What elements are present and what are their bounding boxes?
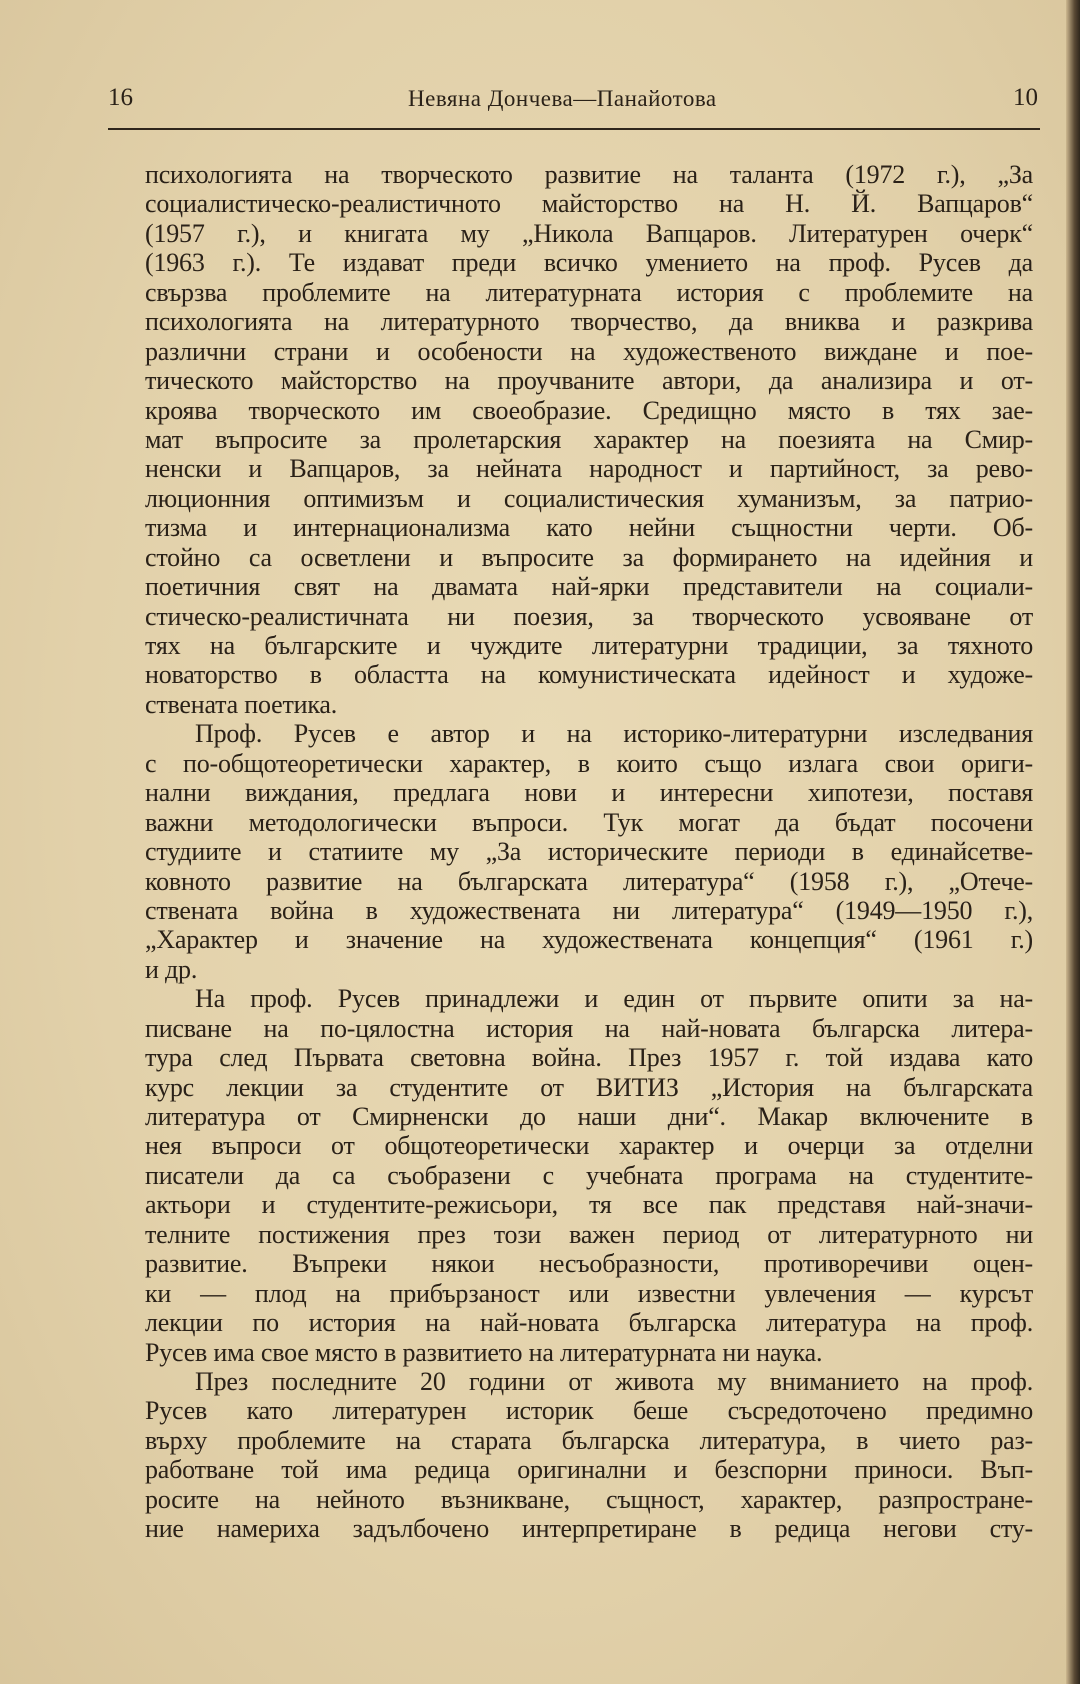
text-line: студиите и статиите му „За историческите периоди в единайсетве- bbox=[145, 837, 1033, 867]
header-rule bbox=[108, 128, 1040, 130]
text-line: поетичния свят на двамата най-ярки представители на социали- bbox=[145, 572, 1033, 602]
text-line: ние намериха задълбочено интерпретиране в редица негови сту- bbox=[145, 1514, 1033, 1544]
text-line: кроява творческото им своеобразие. Средищно място в тях зае- bbox=[145, 395, 1033, 425]
text-line: стойно са осветлени и въпросите за формирането на идейния и bbox=[145, 542, 1033, 572]
text-line: люционния оптимизъм и социалистическия хуманизъм, за патрио- bbox=[145, 483, 1033, 513]
text-line: работване той има редица оригинални и безспорни приноси. Въп- bbox=[145, 1455, 1033, 1485]
text-line: важни методологически въпроси. Тук могат да бъдат посочени bbox=[145, 807, 1033, 837]
text-line: свързва проблемите на литературната история с проблемите на bbox=[145, 277, 1033, 307]
text-line: тическото майсторство на проучваните автори, да анализира и от- bbox=[145, 366, 1033, 396]
text-line: ненски и Вапцаров, за нейната народност и партийност, за рево- bbox=[145, 454, 1033, 484]
paragraph bbox=[145, 160, 1033, 719]
text-line: и др. bbox=[145, 954, 198, 984]
text-line: психологията на творческото развитие на таланта (1972 г.), „За bbox=[145, 160, 1033, 189]
text-line: психологията на литературното творчество, да вниква и разкрива bbox=[145, 307, 1033, 337]
text-line: писатели да са съобразени с учебната програма на студентите- bbox=[145, 1160, 1033, 1190]
text-line: „Характер и значение на художествената концепция“ (1961 г.) bbox=[145, 925, 1033, 955]
text-line: мат въпросите за пролетарския характер на поезията на Смир- bbox=[145, 424, 1033, 454]
right-number: 10 bbox=[1013, 84, 1038, 111]
body-text bbox=[145, 160, 1033, 1544]
text-line: курс лекции за студентите от ВИТИЗ „История на българската bbox=[145, 1072, 1033, 1102]
text-line: (1957 г.), и книгата му „Никола Вапцаров. Литературен очерк“ bbox=[145, 218, 1033, 248]
paragraph bbox=[145, 1367, 1033, 1544]
text-line: росите на нейното възникване, същност, характер, разпростране- bbox=[145, 1484, 1033, 1514]
paragraph bbox=[145, 984, 1033, 1367]
text-line: нея въпроси от общотеоретически характер и очерци за отделни bbox=[145, 1131, 1033, 1161]
paragraph bbox=[145, 719, 1033, 984]
text-line: тура след Първата световна война. През 1957 г. той издава като bbox=[145, 1043, 1033, 1073]
text-line: писване на по-цялостна история на най-новата българска литера- bbox=[145, 1013, 1033, 1043]
text-line: На проф. Русев принадлежи и един от първите опити за на- bbox=[195, 984, 1033, 1014]
text-line: лекции по история на най-новата българска литература на проф. bbox=[145, 1308, 1033, 1338]
page-edge-shadow bbox=[1066, 0, 1080, 1684]
text-line: новаторство в областта на комунистическата идейност и художе- bbox=[145, 660, 1033, 690]
text-line: ствената поетика. bbox=[145, 689, 337, 719]
text-line: актьори и студентите-режисьори, тя все пак представя най-значи- bbox=[145, 1190, 1033, 1220]
text-line: (1963 г.). Те издават преди всичко умението на проф. Русев да bbox=[145, 248, 1033, 278]
text-line: ствената война в художествената ни литература“ (1949—1950 г.), bbox=[145, 895, 1033, 925]
text-line: тях на българските и чуждите литературни традиции, за тяхното bbox=[145, 631, 1033, 660]
text-line: През последните 20 години от живота му вниманието на проф. bbox=[195, 1366, 1033, 1396]
text-line: Проф. Русев е автор и на историко-литературни изследвания bbox=[195, 719, 1033, 749]
text-line: социалистическо-реалистичното майсторство на Н. Й. Вапцаров“ bbox=[145, 189, 1033, 219]
running-title: Невяна Дончева—Панайотова bbox=[408, 86, 717, 111]
text-line: нални виждания, предлага нови и интересни хипотези, поставя bbox=[145, 778, 1033, 808]
text-line: развитие. Въпреки някои несъобразности, противоречиви оцен- bbox=[145, 1249, 1033, 1279]
text-line: стическо-реалистичната ни поезия, за творческото усвояване от bbox=[145, 601, 1033, 631]
text-line: Русев има свое място в развитието на литературната ни наука. bbox=[145, 1337, 823, 1367]
text-line: ковното развитие на българската литература“ (1958 г.), „Отече- bbox=[145, 866, 1033, 896]
running-header bbox=[108, 84, 1038, 118]
text-line: телните постижения през този важен период от литературното ни bbox=[145, 1219, 1033, 1249]
text-line: литература от Смирненски до наши дни“. Макар включените в bbox=[145, 1102, 1033, 1131]
text-line: тизма и интернационализма като нейни същностни черти. Об- bbox=[145, 513, 1033, 543]
text-line: различни страни и особености на художественото виждане и пое- bbox=[145, 336, 1033, 366]
page-number: 16 bbox=[108, 84, 133, 111]
text-line: с по-общотеоретически характер, в които също излага свои ориги- bbox=[145, 748, 1033, 778]
text-line: Русев като литературен историк беше съсредоточено предимно bbox=[145, 1396, 1033, 1426]
text-line: върху проблемите на старата българска литература, в чието раз- bbox=[145, 1425, 1033, 1455]
text-line: ки — плод на прибързаност или известни увлечения — курсът bbox=[145, 1278, 1033, 1308]
